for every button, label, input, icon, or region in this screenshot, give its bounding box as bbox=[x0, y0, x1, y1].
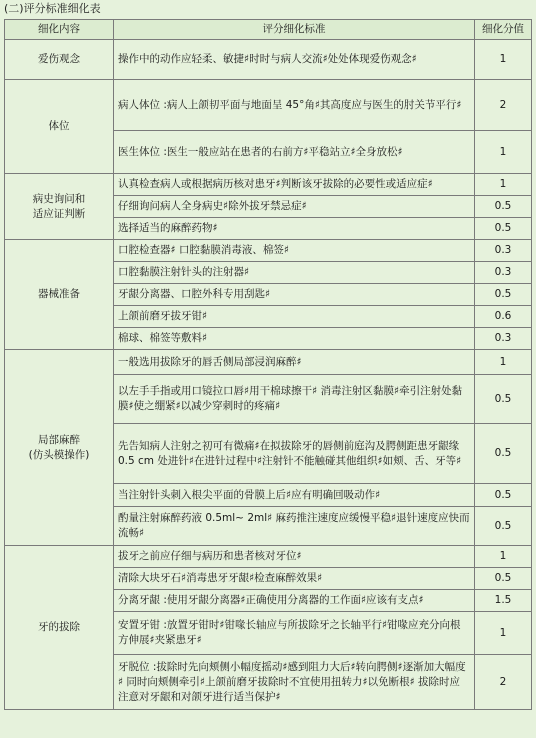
score-cell: 0.5 bbox=[475, 375, 532, 424]
standard-cell: 牙龈分离器、口腔外科专用刮匙♯ bbox=[114, 284, 475, 306]
content-cell bbox=[5, 240, 114, 350]
standard-cell: 上颌前磨牙拔牙钳♯ bbox=[114, 306, 475, 328]
standard-cell: 当注射针头刺入根尖平面的骨膜上后♯应有明确回吸动作♯ bbox=[114, 484, 475, 507]
standard-cell: 一般选用拔除牙的唇舌侧局部浸润麻醉♯ bbox=[114, 350, 475, 375]
score-cell: 0.6 bbox=[475, 306, 532, 328]
content-title: 病史询问和 bbox=[32, 192, 86, 205]
standard-cell: 认真检查病人或根据病历核对患牙♯判断该牙拔除的必要性或适应症♯ bbox=[114, 174, 475, 196]
table-caption: (二)评分标准细化表 bbox=[4, 2, 101, 15]
standard-cell: 操作中的动作应轻柔、敏捷♯时时与病人交流♯处处体现爱伤观念♯ bbox=[114, 40, 475, 80]
table-row bbox=[5, 40, 532, 80]
header-standard: 评分细化标准 bbox=[114, 20, 475, 40]
table-row bbox=[5, 80, 532, 131]
content-title: 爱伤观念 bbox=[38, 53, 80, 65]
score-cell: 0.3 bbox=[475, 328, 532, 350]
scoring-table bbox=[4, 19, 532, 710]
table-row bbox=[5, 174, 532, 196]
score-cell: 0.5 bbox=[475, 507, 532, 546]
score-cell: 2 bbox=[475, 655, 532, 710]
score-cell: 2 bbox=[475, 80, 532, 131]
standard-cell: 牙脱位 :拔除时先向颊侧小幅度摇动♯感到阻力大后♯转向腭侧♯逐渐加大幅度♯ 同时向颊侧牵引♯上颌前磨牙拔除时不宜使用扭转力♯以免断根♯ 拔除时应注意对牙龈和对颌牙进行适当保护♯ bbox=[114, 655, 475, 710]
standard-cell: 病人体位 :病人上颌㓞平面与地面呈 45°角♯其高度应与医生的肘关节平行♯ bbox=[114, 80, 475, 131]
header-score: 细化分值 bbox=[475, 20, 532, 40]
score-cell: 1.5 bbox=[475, 590, 532, 612]
score-cell: 1 bbox=[475, 131, 532, 174]
content-title: 体位 bbox=[48, 120, 70, 132]
header-row bbox=[5, 20, 532, 40]
score-cell: 0.5 bbox=[475, 568, 532, 590]
standard-cell: 棉球、棉签等敷料♯ bbox=[114, 328, 475, 350]
standard-cell: 清除大块牙石♯消毒患牙牙龈♯检查麻醉效果♯ bbox=[114, 568, 475, 590]
content-title: 牙的拔除 bbox=[38, 621, 80, 633]
content-cell bbox=[5, 80, 114, 174]
header-content: 细化内容 bbox=[5, 20, 114, 40]
content-cell bbox=[5, 174, 114, 240]
score-cell: 0.5 bbox=[475, 424, 532, 484]
table-row bbox=[5, 240, 532, 262]
content-title: 器械准备 bbox=[38, 288, 80, 300]
content-cell bbox=[5, 546, 114, 710]
standard-cell: 以左手手指或用口镜拉口唇♯用干棉球擦干♯ 消毒注射区黏膜♯牵引注射处黏膜♯使之绷紧♯以减少穿刺时的疼痛♯ bbox=[114, 375, 475, 424]
score-cell: 1 bbox=[475, 174, 532, 196]
score-cell: 1 bbox=[475, 612, 532, 655]
standard-cell: 拔牙之前应仔细与病历和患者核对牙位♯ bbox=[114, 546, 475, 568]
content-cell bbox=[5, 350, 114, 546]
standard-cell: 选择适当的麻醉药物♯ bbox=[114, 218, 475, 240]
standard-cell: 口腔黏膜注射针头的注射器♯ bbox=[114, 262, 475, 284]
score-cell: 0.3 bbox=[475, 262, 532, 284]
standard-cell: 酌量注射麻醉药液 0.5ml~ 2ml♯ 麻药推注速度应缓慢平稳♯退针速度应快而流畅♯ bbox=[114, 507, 475, 546]
standard-cell: 口腔检查器♯ 口腔黏膜消毒液、棉签♯ bbox=[114, 240, 475, 262]
standard-cell: 分离牙龈 :使用牙龈分离器♯正确使用分离器的工作面♯应该有支点♯ bbox=[114, 590, 475, 612]
standard-cell: 先告知病人注射之初可有微痛♯在拟拔除牙的唇侧前庭沟及腭侧距患牙龈缘 0.5 cm 处进针♯在进针过程中♯注射针不能触碰其他组织♯如颊、舌、牙等♯ bbox=[114, 424, 475, 484]
table-body bbox=[5, 40, 532, 710]
table-row bbox=[5, 350, 532, 375]
content-cell bbox=[5, 40, 114, 80]
score-cell: 0.5 bbox=[475, 218, 532, 240]
content-subtitle: 适应证判断 bbox=[32, 207, 86, 220]
score-cell: 1 bbox=[475, 40, 532, 80]
table-row bbox=[5, 546, 532, 568]
score-cell: 1 bbox=[475, 350, 532, 375]
score-cell: 0.3 bbox=[475, 240, 532, 262]
content-title: 局部麻醉 bbox=[38, 433, 80, 446]
score-cell: 1 bbox=[475, 546, 532, 568]
score-cell: 0.5 bbox=[475, 284, 532, 306]
standard-cell: 医生体位 :医生一般应站在患者的右前方♯平稳站立♯全身放松♯ bbox=[114, 131, 475, 174]
standard-cell: 安置牙钳 :放置牙钳时♯钳喙长轴应与所拔除牙之长轴平行♯钳喙应充分向根方伸展♯夹紧患牙♯ bbox=[114, 612, 475, 655]
score-cell: 0.5 bbox=[475, 196, 532, 218]
standard-cell: 仔细询问病人全身病史♯除外拔牙禁忌症♯ bbox=[114, 196, 475, 218]
content-subtitle: (仿头模操作) bbox=[28, 448, 90, 461]
score-cell: 0.5 bbox=[475, 484, 532, 507]
